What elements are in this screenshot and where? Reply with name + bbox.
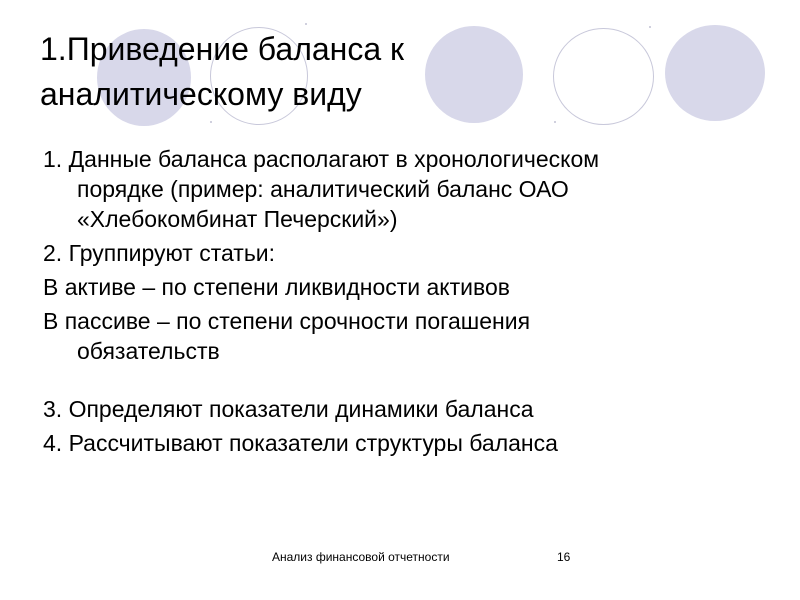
page-number: 16 xyxy=(557,550,571,564)
body-item-3: В активе – по степени ликвидности активов xyxy=(43,274,510,300)
footer-title: Анализ финансовой отчетности xyxy=(272,550,450,564)
body-item-5: 3. Определяют показатели динамики баланса xyxy=(43,396,534,422)
slide-body xyxy=(43,144,673,462)
speck-dot-icon xyxy=(305,23,307,25)
body-item-6: 4. Рассчитывают показатели структуры баланса xyxy=(43,430,558,456)
body-item-1: 1. Данные баланса располагают в хронологическом порядке (пример: аналитический баланс ОАО «Хлебокомбинат Печерский») xyxy=(43,146,600,232)
body-item-4: В пассиве – по степени срочности погашения обязательств xyxy=(43,308,531,364)
speck-dot-icon xyxy=(649,26,651,28)
filled-circle-icon xyxy=(665,25,765,121)
slide-title: 1.Приведение баланса к аналитическому виду xyxy=(40,31,405,112)
speck-dot-icon xyxy=(210,121,212,123)
speck-dot-icon xyxy=(554,121,556,123)
body-item-2: 2. Группируют статьи: xyxy=(43,240,276,266)
